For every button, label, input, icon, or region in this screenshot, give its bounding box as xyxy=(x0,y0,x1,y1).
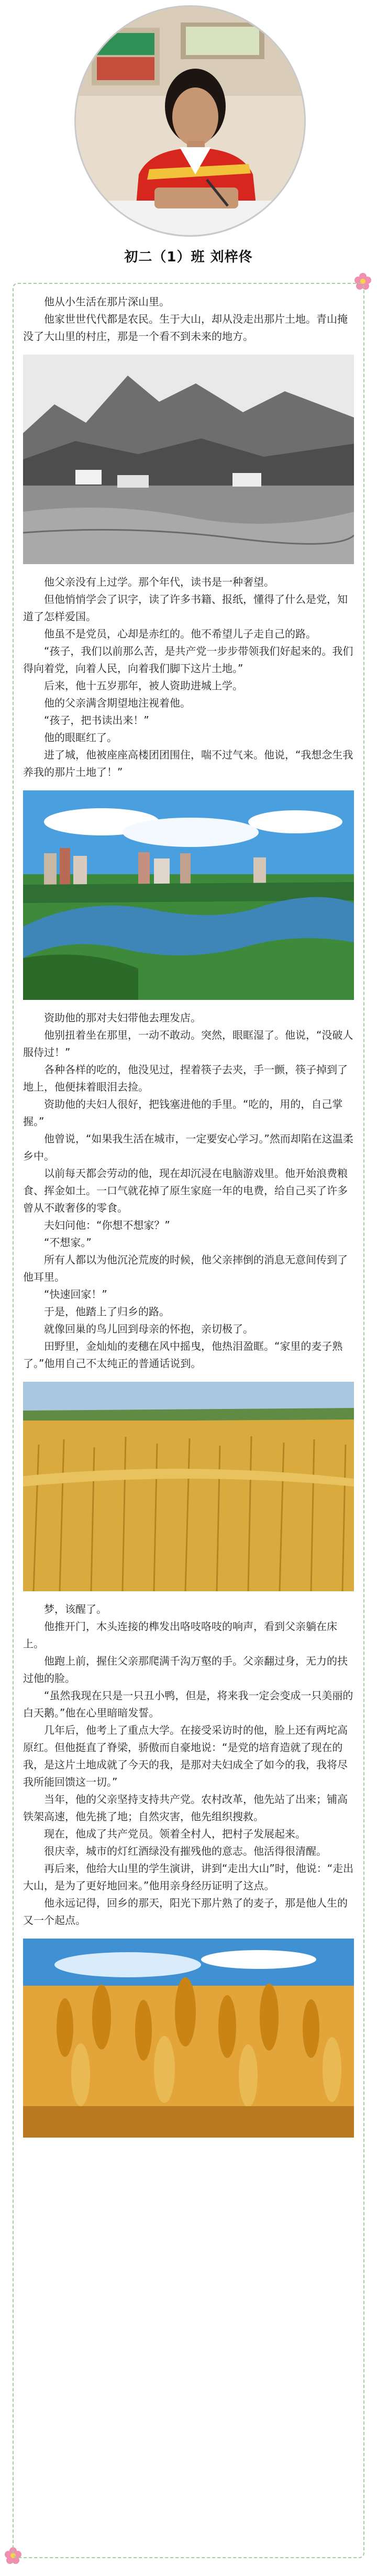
paragraph: 以前每天都会劳动的他，现在却沉浸在电脑游戏里。他开始浪费粮食、挥金如土。一口气就花掉了原生家庭一年的电费，给自己买了许多曾从不敢奢侈的零食。 xyxy=(23,1167,348,1214)
paragraph: 田野里，金灿灿的麦穗在风中摇曳，他热泪盈眶。“家里的麦子熟了。”他用自己不太纯正的普通话说到。 xyxy=(23,1340,343,1370)
paragraph: 夫妇问他：“你想不想家？” xyxy=(44,1219,170,1231)
paragraph: 于是，他踏上了归乡的路。 xyxy=(44,1305,170,1318)
author-portrait xyxy=(74,5,306,237)
paragraph: 所有人都以为他沉沦荒废的时候，他父亲摔倒的消息无意间传到了他耳里。 xyxy=(23,1253,348,1283)
paragraph: 但他悄悄学会了识字，读了许多书籍、报纸，懂得了什么是党，知道了怎样爱国。 xyxy=(23,593,348,623)
paragraph: “虽然我现在只是一只丑小鸭，但是，将来我一定会变成一只美丽的白天鹅。”他在心里暗暗发誓。 xyxy=(23,1689,353,1719)
paragraph: 就像回巢的鸟儿回到母亲的怀抱，亲切极了。 xyxy=(44,1323,253,1335)
paragraph: 梦，该醒了。 xyxy=(44,1603,107,1615)
paragraph: 他曾说，“如果我生活在城市，一定要安心学习。”然而却陷在这温柔乡中。 xyxy=(23,1132,353,1162)
paragraph: “孩子，把书读出来！” xyxy=(44,714,149,726)
paragraph: 他跑上前，握住父亲那爬满千沟万壑的手。父亲翻过身，无力的扶过他的脸。 xyxy=(23,1655,348,1685)
wheat-field-photo xyxy=(23,1382,354,1591)
author-byline: 初二（1）班 刘梓佟 xyxy=(124,249,253,265)
paragraph: 现在，他成了共产党员。领着全村人，把村子发展起来。 xyxy=(44,1828,306,1840)
paragraph: 他的眼眶红了。 xyxy=(44,731,117,744)
paragraph: 再后来，他给大山里的学生演讲，讲到“走出大山”时，他说：“走出大山，是为了更好地回来。”他用亲身经历证明了这点。 xyxy=(23,1862,354,1892)
paragraph: 他永远记得，回乡的那天，阳光下那片熟了的麦子，那是他人生的又一个起点。 xyxy=(23,1897,348,1927)
paragraph: 资助他的夫妇人很好，把钱塞进他的手里。“吃的，用的，自己掌握。” xyxy=(23,1098,343,1128)
city-river-photo xyxy=(23,790,354,1000)
paragraph: 几年后，他考上了重点大学。在接受采访时的他，脸上还有两坨高原红。但他挺直了脊梁，骄傲而自豪地说：“是党的培育造就了现在的我，是这片土地成就了今天的我，是那对夫妇成全了如今的我，我将尽我所能回馈这一切。” xyxy=(23,1724,348,1788)
paragraph: 后来，他十五岁那年，被人资助进城上学。 xyxy=(44,679,243,692)
paragraph: 各种各样的吃的，他没见过，捏着筷子去夹，手一颤，筷子掉到了地上，他便抹着眼泪去捡。 xyxy=(23,1063,348,1093)
paragraph: 他的父亲满含期望地注视着他。 xyxy=(44,697,191,709)
paragraph: 他父亲没有上过学。那个年代，读书是一种奢望。 xyxy=(44,576,274,588)
paragraph: 他家世世代代都是农民。生于大山，却从没走出那片土地。青山掩没了大山里的村庄，那是一个看不到未来的地方。 xyxy=(23,313,348,343)
paragraph: 资助他的那对夫妇带他去理发店。 xyxy=(44,1011,201,1024)
paragraph: “快速回家！” xyxy=(44,1288,107,1301)
paragraph: 当年，他的父亲坚持支持共产党。农村改革，他先站了出来；铺高铁架高速，他先挑了地；自然灾害，他先组织搜救。 xyxy=(23,1793,348,1823)
paragraph: 他虽不是党员，心却是赤红的。他不希望儿子走自己的路。 xyxy=(44,628,316,640)
wheat-closeup-photo xyxy=(23,1939,354,2138)
article-body xyxy=(23,293,354,2147)
paragraph: 他别扭着坐在那里，一动不敢动。突然，眼眶湿了。他说，“没破人服侍过！” xyxy=(23,1029,353,1059)
paragraph: “不想家。” xyxy=(44,1236,92,1249)
paragraph: 进了城，他被座座高楼团团围住，喘不过气来。他说，“我想念生我养我的那片土地了！” xyxy=(23,748,353,778)
paragraph: 他从小生活在那片深山里。 xyxy=(44,295,170,308)
mountain-village-photo xyxy=(23,355,354,564)
paragraph: 很庆幸，城市的灯红酒绿没有摧残他的意志。他活得很清醒。 xyxy=(44,1845,327,1857)
paragraph: “孩子，我们以前那么苦，是共产党一步步带领我们好起来的。我们得向着党，向着人民，向着我们脚下这片土地。” xyxy=(23,645,353,675)
paragraph: 他推开门，木头连接的榫发出咯吱咯吱的响声，看到父亲躺在床上。 xyxy=(23,1620,337,1650)
